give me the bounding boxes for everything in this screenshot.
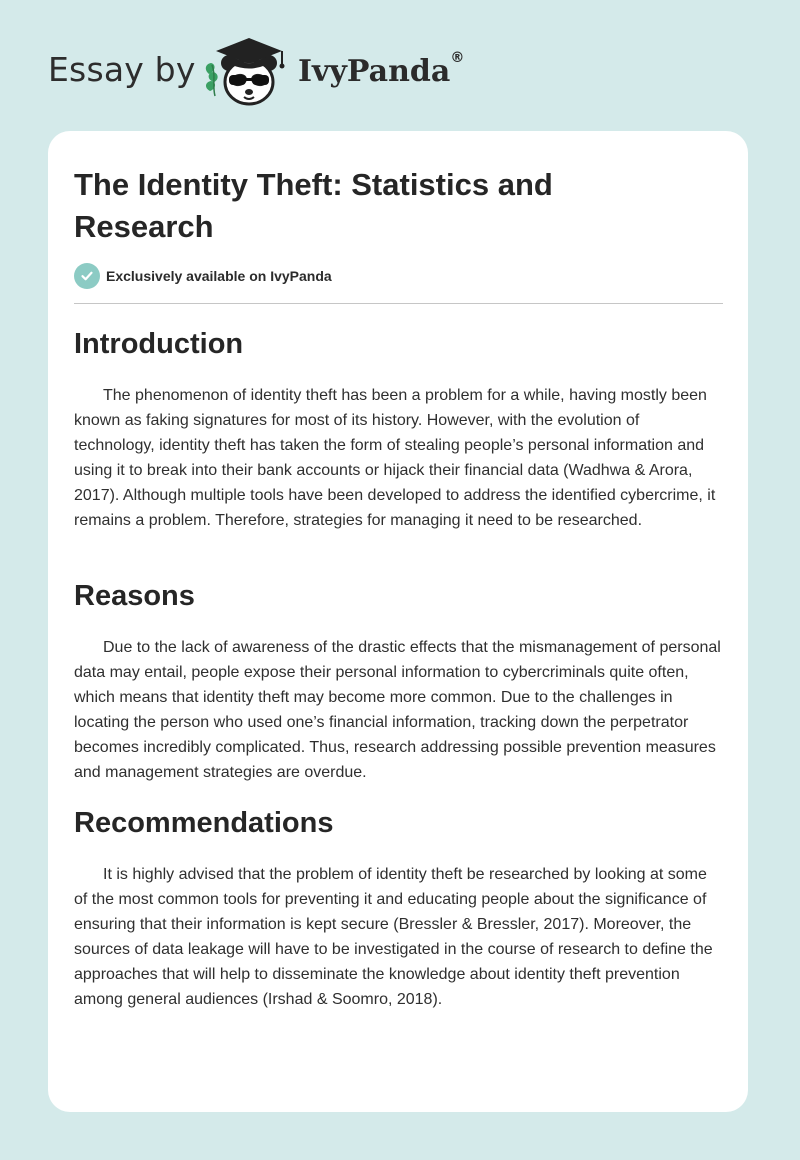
section-heading: Reasons	[74, 580, 195, 612]
brand-prefix: Essay by	[48, 50, 196, 89]
exclusive-label: Exclusively available on IvyPanda	[106, 268, 332, 284]
page-title: The Identity Theft: Statistics and Research	[74, 167, 553, 244]
section-paragraph: Due to the lack of awareness of the drastic effects that the mismanagement of personal data may entail, people expose their personal information to cybercriminals quite often, which means that identity theft may become more common. Due to the challenges in locating the person who used one’s financial information, tracking down the perpetrator becomes incredibly complicated. Thus, research addressing possible prevention measures and management strategies are overdue.	[74, 639, 721, 781]
site-header	[48, 30, 508, 110]
section-introduction	[74, 327, 724, 533]
section-paragraph: It is highly advised that the problem of identity theft be researched by looking at some of the most common tools for preventing it and educating people about the significance of ensuring that their information is kept secure (Bressler & Bressler, 2017). Moreover, the sources of data leakage will have to be investigated in the course of research to define the approaches that will help to disseminate the knowledge about identity theft prevention among general audiences (Irshad & Soomro, 2018).	[74, 866, 713, 1008]
section-recommendations	[74, 806, 724, 1012]
panda-graduate-icon[interactable]	[202, 30, 294, 110]
section-heading: Introduction	[74, 328, 244, 360]
check-circle-icon	[74, 263, 100, 289]
section-reasons	[74, 579, 724, 785]
essay-card	[48, 131, 748, 1112]
exclusive-badge	[74, 263, 332, 289]
registered-mark: ®	[450, 50, 465, 66]
section-paragraph: The phenomenon of identity theft has been a problem for a while, having mostly been known as faking signatures for most of its history. However, with the evolution of technology, identity theft has taken the form of stealing people’s personal information and using it to break into their bank accounts or hijack their financial data (Wadhwa & Arora, 2017). Although multiple tools have been developed to address the identified cybercrime, it remains a problem. Therefore, strategies for managing it need to be researched.	[74, 387, 716, 529]
divider	[74, 303, 723, 304]
section-heading: Recommendations	[74, 807, 334, 839]
brand-name[interactable]: IvyPanda®	[298, 50, 465, 89]
